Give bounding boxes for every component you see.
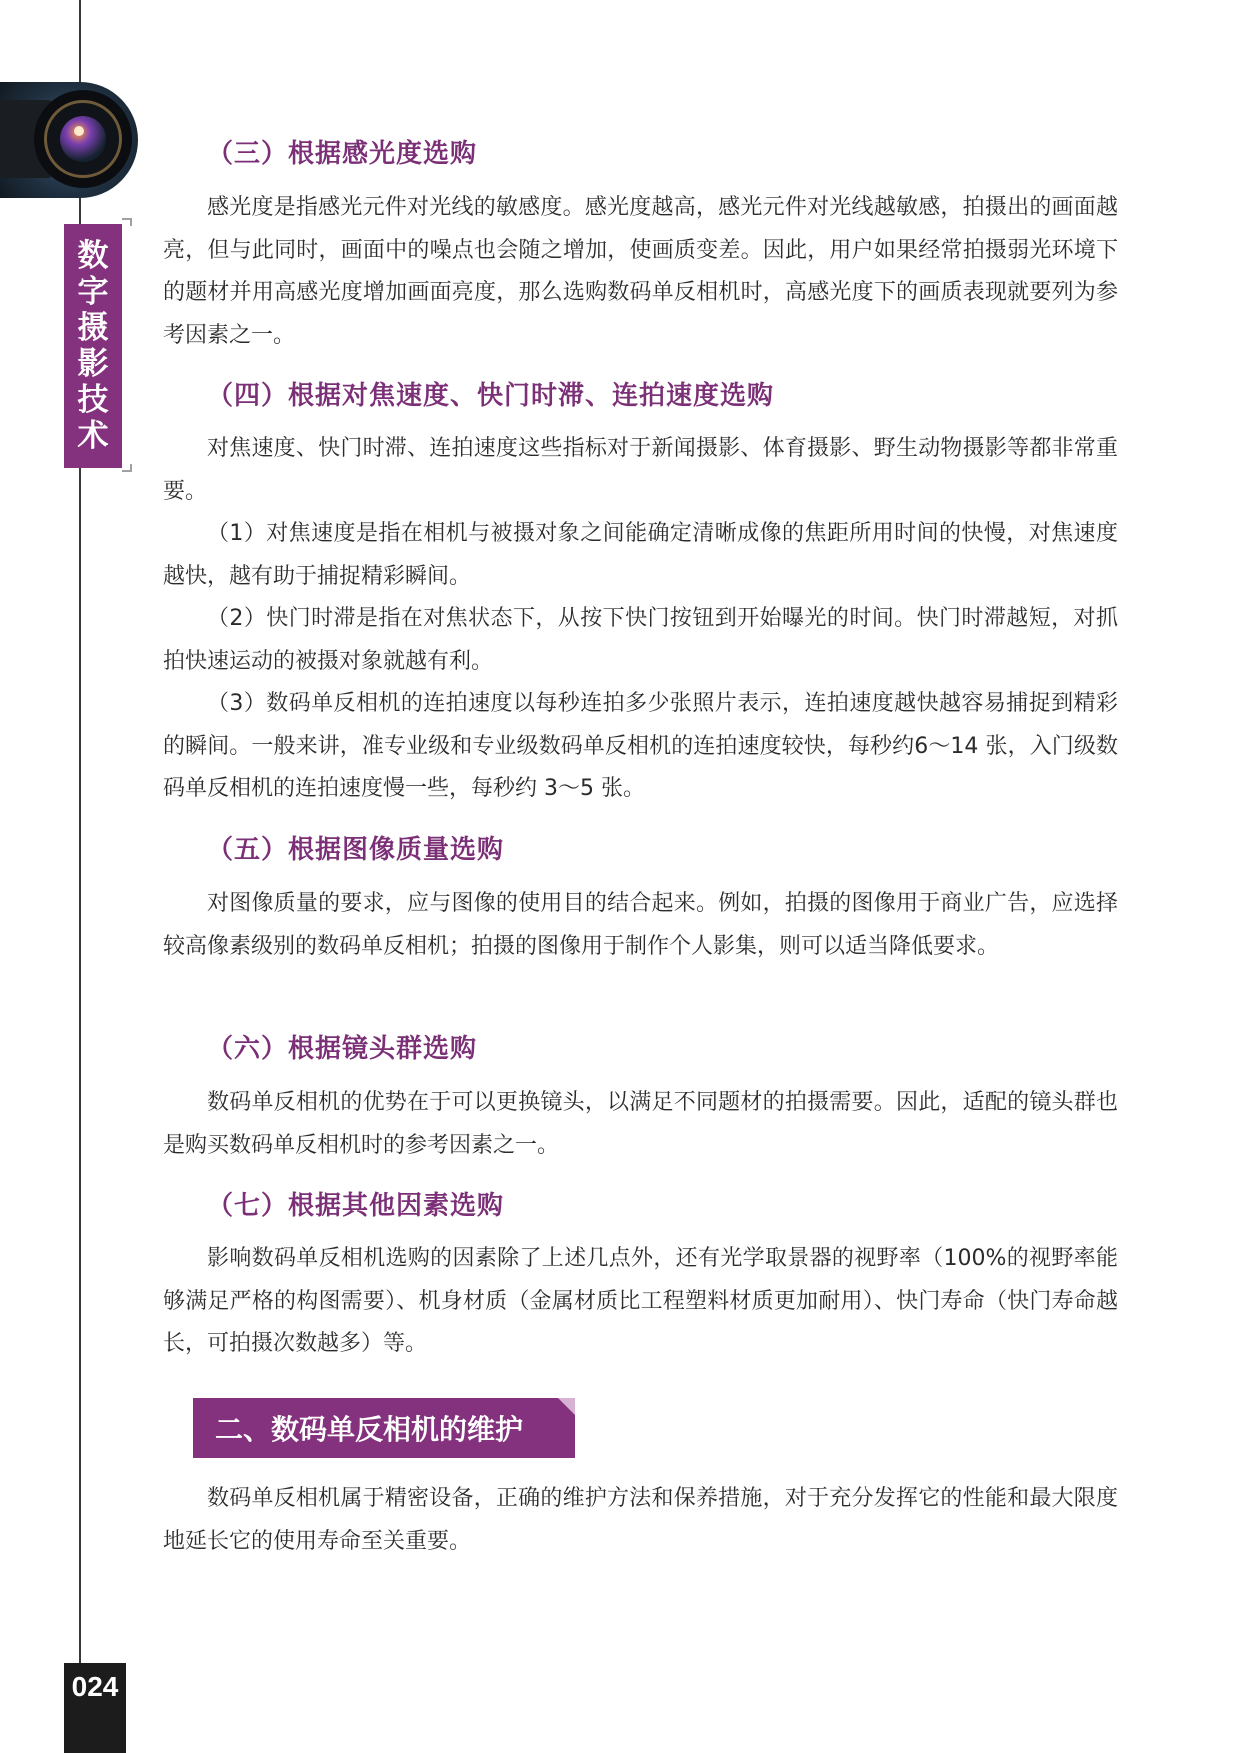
book-title-char: 字 xyxy=(77,274,109,310)
book-title-tab xyxy=(64,224,122,468)
camera-lens-image xyxy=(0,82,138,198)
section-heading-7: （七）根据其他因素选购 xyxy=(207,1191,505,1221)
section-5-paragraph: 对图像质量的要求，应与图像的使用目的结合起来。例如，拍摄的图像用于商业广告，应选择较高像素级别的数码单反相机；拍摄的图像用于制作个人影集，则可以适当降低要求。 xyxy=(163,891,1118,959)
book-title-char: 术 xyxy=(77,418,109,454)
section-4-paragraph-1: （1）对焦速度是指在相机与被摄对象之间能确定清晰成像的焦距所用时间的快慢，对焦速度越快，越有助于捕捉精彩瞬间。 xyxy=(163,521,1118,589)
book-title-char: 影 xyxy=(77,346,109,382)
chapter-title: 二、数码单反相机的维护 xyxy=(215,1413,524,1446)
section-heading-3: （三）根据感光度选购 xyxy=(207,139,478,169)
chapter-paragraph: 数码单反相机属于精密设备，正确的维护方法和保养措施，对于充分发挥它的性能和最大限度地延长它的使用寿命至关重要。 xyxy=(163,1486,1118,1554)
section-7-paragraph: 影响数码单反相机选购的因素除了上述几点外，还有光学取景器的视野率（100%的视野率能够满足严格的构图需要）、机身材质（金属材质比工程塑料材质更加耐用）、快门寿命（快门寿命越长，可拍摄次数越多）等。 xyxy=(163,1246,1118,1356)
tab-bracket-bottom xyxy=(122,464,132,472)
tab-bracket-top xyxy=(122,218,132,226)
book-title-char: 技 xyxy=(77,382,109,418)
section-4-paragraph-3: （3）数码单反相机的连拍速度以每秒连拍多少张照片表示，连拍速度越快越容易捕捉到精彩的瞬间。一般来讲，准专业级和专业级数码单反相机的连拍速度较快，每秒约6～14 张，入门级数码单反相机的连拍速度慢一些，每秒约 3～5 张。 xyxy=(163,691,1118,801)
section-4-paragraph-intro: 对焦速度、快门时滞、连拍速度这些指标对于新闻摄影、体育摄影、野生动物摄影等都非常重要。 xyxy=(163,436,1118,504)
section-heading-6: （六）根据镜头群选购 xyxy=(207,1034,478,1064)
chapter-banner-corner xyxy=(558,1398,575,1415)
camera-lens-glint xyxy=(74,126,84,136)
section-heading-5: （五）根据图像质量选购 xyxy=(207,835,505,865)
chapter-banner xyxy=(193,1398,575,1458)
section-6-paragraph: 数码单反相机的优势在于可以更换镜头，以满足不同题材的拍摄需要。因此，适配的镜头群也是购买数码单反相机时的参考因素之一。 xyxy=(163,1090,1118,1158)
book-title-char: 数 xyxy=(77,238,109,274)
page-number: 024 xyxy=(71,1671,119,1702)
section-3-paragraph: 感光度是指感光元件对光线的敏感度。感光度越高，感光元件对光线越敏感，拍摄出的画面越亮，但与此同时，画面中的噪点也会随之增加，使画质变差。因此，用户如果经常拍摄弱光环境下的题材并用高感光度增加画面亮度，那么选购数码单反相机时，高感光度下的画质表现就要列为参考因素之一。 xyxy=(163,195,1118,348)
camera-lens-glass xyxy=(60,116,106,162)
page-number-box xyxy=(64,1663,126,1753)
section-heading-4: （四）根据对焦速度、快门时滞、连拍速度选购 xyxy=(207,381,775,411)
section-4-paragraph-2: （2）快门时滞是指在对焦状态下，从按下快门按钮到开始曝光的时间。快门时滞越短，对抓拍快速运动的被摄对象就越有利。 xyxy=(163,606,1118,674)
book-title-char: 摄 xyxy=(77,310,109,346)
